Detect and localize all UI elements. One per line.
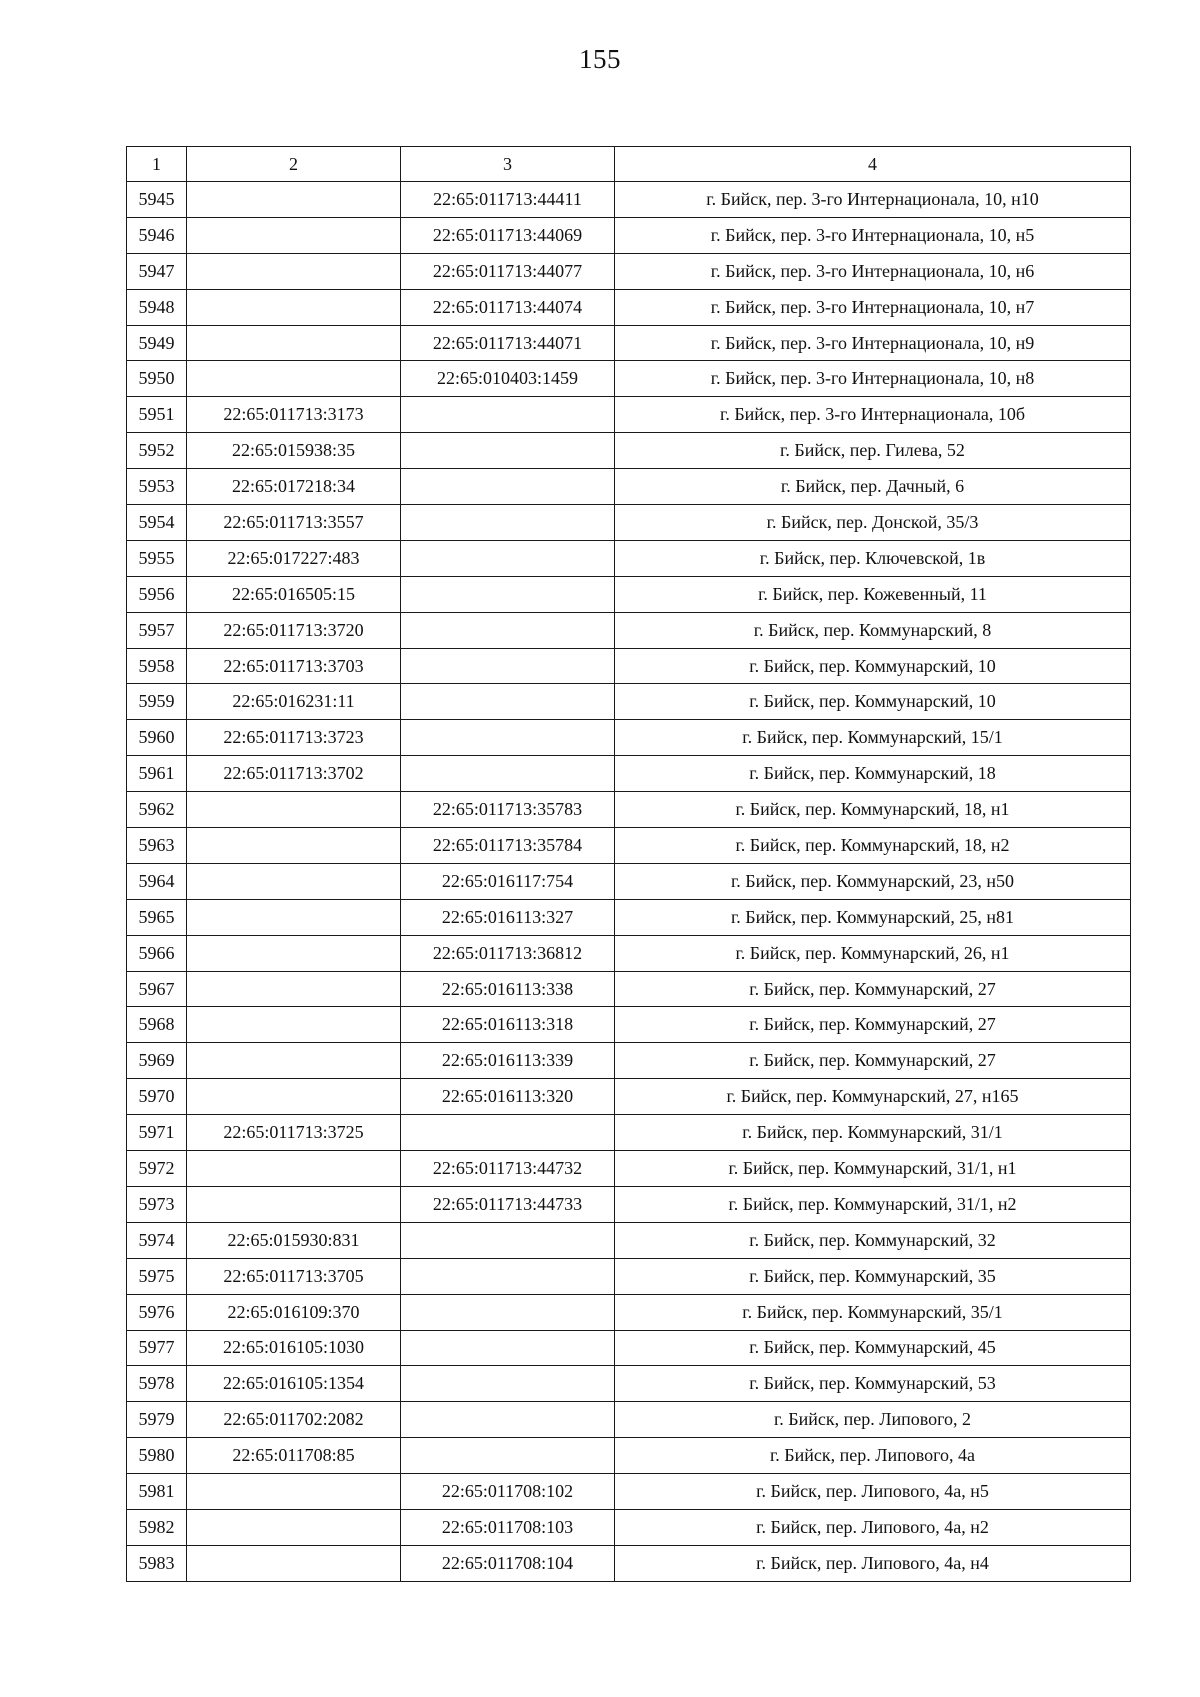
row-number-cell: 5952 [127, 433, 187, 469]
address-cell: г. Бийск, пер. 3-го Интернационала, 10, н6 [615, 253, 1131, 289]
object-cadastral-number-cell: 22:65:011713:44077 [401, 253, 615, 289]
registry-table [126, 146, 1131, 1582]
address-cell: г. Бийск, пер. Коммунарский, 27 [615, 1043, 1131, 1079]
row-number-cell: 5946 [127, 217, 187, 253]
land-cadastral-number-cell: 22:65:011702:2082 [187, 1402, 401, 1438]
address-cell: г. Бийск, пер. 3-го Интернационала, 10, н7 [615, 289, 1131, 325]
row-number-cell: 5972 [127, 1151, 187, 1187]
table-row [127, 505, 1131, 541]
object-cadastral-number-cell [401, 648, 615, 684]
column-header-1: 1 [127, 147, 187, 182]
land-cadastral-number-cell [187, 1545, 401, 1581]
object-cadastral-number-cell [401, 756, 615, 792]
land-cadastral-number-cell [187, 289, 401, 325]
table-row [127, 1545, 1131, 1581]
table-row [127, 1043, 1131, 1079]
page-number: 155 [579, 44, 621, 74]
land-cadastral-number-cell [187, 899, 401, 935]
object-cadastral-number-cell [401, 576, 615, 612]
row-number-cell: 5951 [127, 397, 187, 433]
table-row [127, 325, 1131, 361]
address-cell: г. Бийск, пер. Коммунарский, 31/1, н1 [615, 1151, 1131, 1187]
address-cell: г. Бийск, пер. Кожевенный, 11 [615, 576, 1131, 612]
row-number-cell: 5978 [127, 1366, 187, 1402]
address-cell: г. Бийск, пер. Коммунарский, 27 [615, 971, 1131, 1007]
object-cadastral-number-cell: 22:65:016117:754 [401, 863, 615, 899]
object-cadastral-number-cell [401, 540, 615, 576]
object-cadastral-number-cell: 22:65:011713:44732 [401, 1151, 615, 1187]
table-row [127, 397, 1131, 433]
address-cell: г. Бийск, пер. Коммунарский, 26, н1 [615, 935, 1131, 971]
object-cadastral-number-cell [401, 1222, 615, 1258]
land-cadastral-number-cell: 22:65:011713:3702 [187, 756, 401, 792]
object-cadastral-number-cell [401, 1258, 615, 1294]
land-cadastral-number-cell [187, 253, 401, 289]
row-number-cell: 5949 [127, 325, 187, 361]
land-cadastral-number-cell: 22:65:011713:3720 [187, 612, 401, 648]
address-cell: г. Бийск, пер. Липового, 4а, н5 [615, 1474, 1131, 1510]
table-row [127, 1330, 1131, 1366]
address-cell: г. Бийск, пер. Коммунарский, 18, н2 [615, 828, 1131, 864]
row-number-cell: 5950 [127, 361, 187, 397]
object-cadastral-number-cell: 22:65:011708:103 [401, 1509, 615, 1545]
address-cell: г. Бийск, пер. Коммунарский, 23, н50 [615, 863, 1131, 899]
row-number-cell: 5967 [127, 971, 187, 1007]
object-cadastral-number-cell [401, 1438, 615, 1474]
table-row [127, 253, 1131, 289]
land-cadastral-number-cell [187, 182, 401, 218]
land-cadastral-number-cell: 22:65:011713:3557 [187, 505, 401, 541]
address-cell: г. Бийск, пер. Коммунарский, 45 [615, 1330, 1131, 1366]
land-cadastral-number-cell: 22:65:016505:15 [187, 576, 401, 612]
column-header-3: 3 [401, 147, 615, 182]
row-number-cell: 5971 [127, 1115, 187, 1151]
address-cell: г. Бийск, пер. Коммунарский, 10 [615, 684, 1131, 720]
address-cell: г. Бийск, пер. Коммунарский, 18, н1 [615, 792, 1131, 828]
land-cadastral-number-cell [187, 971, 401, 1007]
object-cadastral-number-cell [401, 1115, 615, 1151]
object-cadastral-number-cell: 22:65:011708:104 [401, 1545, 615, 1581]
object-cadastral-number-cell: 22:65:016113:327 [401, 899, 615, 935]
row-number-cell: 5959 [127, 684, 187, 720]
address-cell: г. Бийск, пер. Дачный, 6 [615, 469, 1131, 505]
object-cadastral-number-cell [401, 505, 615, 541]
land-cadastral-number-cell: 22:65:011713:3703 [187, 648, 401, 684]
table-row [127, 684, 1131, 720]
column-header-2: 2 [187, 147, 401, 182]
address-cell: г. Бийск, пер. Коммунарский, 10 [615, 648, 1131, 684]
address-cell: г. Бийск, пер. Коммунарский, 27, н165 [615, 1079, 1131, 1115]
object-cadastral-number-cell: 22:65:011713:44411 [401, 182, 615, 218]
land-cadastral-number-cell [187, 1186, 401, 1222]
table-row [127, 1079, 1131, 1115]
object-cadastral-number-cell [401, 1330, 615, 1366]
land-cadastral-number-cell [187, 935, 401, 971]
row-number-cell: 5957 [127, 612, 187, 648]
address-cell: г. Бийск, пер. Коммунарский, 31/1, н2 [615, 1186, 1131, 1222]
object-cadastral-number-cell [401, 433, 615, 469]
land-cadastral-number-cell: 22:65:016105:1030 [187, 1330, 401, 1366]
object-cadastral-number-cell: 22:65:016113:339 [401, 1043, 615, 1079]
land-cadastral-number-cell: 22:65:011713:3725 [187, 1115, 401, 1151]
row-number-cell: 5953 [127, 469, 187, 505]
object-cadastral-number-cell: 22:65:011713:35783 [401, 792, 615, 828]
table-row [127, 1258, 1131, 1294]
table-row [127, 828, 1131, 864]
row-number-cell: 5970 [127, 1079, 187, 1115]
table-row [127, 612, 1131, 648]
object-cadastral-number-cell [401, 1294, 615, 1330]
row-number-cell: 5956 [127, 576, 187, 612]
land-cadastral-number-cell [187, 325, 401, 361]
object-cadastral-number-cell [401, 612, 615, 648]
address-cell: г. Бийск, пер. Коммунарский, 18 [615, 756, 1131, 792]
row-number-cell: 5979 [127, 1402, 187, 1438]
table-row [127, 1438, 1131, 1474]
land-cadastral-number-cell [187, 792, 401, 828]
address-cell: г. Бийск, пер. Липового, 2 [615, 1402, 1131, 1438]
table-row [127, 899, 1131, 935]
address-cell: г. Бийск, пер. Липового, 4а, н2 [615, 1509, 1131, 1545]
object-cadastral-number-cell: 22:65:016113:320 [401, 1079, 615, 1115]
table-row [127, 1366, 1131, 1402]
row-number-cell: 5948 [127, 289, 187, 325]
table-row [127, 1222, 1131, 1258]
object-cadastral-number-cell [401, 397, 615, 433]
table-row [127, 540, 1131, 576]
land-cadastral-number-cell [187, 1151, 401, 1187]
address-cell: г. Бийск, пер. Липового, 4а, н4 [615, 1545, 1131, 1581]
land-cadastral-number-cell [187, 1509, 401, 1545]
address-cell: г. Бийск, пер. Коммунарский, 31/1 [615, 1115, 1131, 1151]
row-number-cell: 5954 [127, 505, 187, 541]
address-cell: г. Бийск, пер. 3-го Интернационала, 10, н10 [615, 182, 1131, 218]
object-cadastral-number-cell: 22:65:010403:1459 [401, 361, 615, 397]
address-cell: г. Бийск, пер. 3-го Интернационала, 10б [615, 397, 1131, 433]
row-number-cell: 5945 [127, 182, 187, 218]
land-cadastral-number-cell: 22:65:011708:85 [187, 1438, 401, 1474]
address-cell: г. Бийск, пер. Коммунарский, 35 [615, 1258, 1131, 1294]
object-cadastral-number-cell: 22:65:011713:44733 [401, 1186, 615, 1222]
row-number-cell: 5966 [127, 935, 187, 971]
table-row [127, 935, 1131, 971]
object-cadastral-number-cell: 22:65:011713:44074 [401, 289, 615, 325]
row-number-cell: 5958 [127, 648, 187, 684]
table-row [127, 792, 1131, 828]
address-cell: г. Бийск, пер. Ключевской, 1в [615, 540, 1131, 576]
column-header-4: 4 [615, 147, 1131, 182]
land-cadastral-number-cell: 22:65:015938:35 [187, 433, 401, 469]
address-cell: г. Бийск, пер. 3-го Интернационала, 10, н5 [615, 217, 1131, 253]
row-number-cell: 5980 [127, 1438, 187, 1474]
object-cadastral-number-cell: 22:65:011713:36812 [401, 935, 615, 971]
object-cadastral-number-cell: 22:65:011713:44069 [401, 217, 615, 253]
row-number-cell: 5976 [127, 1294, 187, 1330]
address-cell: г. Бийск, пер. Коммунарский, 25, н81 [615, 899, 1131, 935]
table-row [127, 469, 1131, 505]
object-cadastral-number-cell: 22:65:011713:44071 [401, 325, 615, 361]
row-number-cell: 5968 [127, 1007, 187, 1043]
land-cadastral-number-cell [187, 1079, 401, 1115]
land-cadastral-number-cell: 22:65:015930:831 [187, 1222, 401, 1258]
land-cadastral-number-cell: 22:65:011713:3705 [187, 1258, 401, 1294]
object-cadastral-number-cell [401, 469, 615, 505]
address-cell: г. Бийск, пер. Коммунарский, 8 [615, 612, 1131, 648]
row-number-cell: 5955 [127, 540, 187, 576]
table-row [127, 1186, 1131, 1222]
land-cadastral-number-cell [187, 217, 401, 253]
row-number-cell: 5965 [127, 899, 187, 935]
row-number-cell: 5963 [127, 828, 187, 864]
table-row [127, 720, 1131, 756]
land-cadastral-number-cell: 22:65:016231:11 [187, 684, 401, 720]
table-row [127, 1294, 1131, 1330]
row-number-cell: 5982 [127, 1509, 187, 1545]
object-cadastral-number-cell [401, 1366, 615, 1402]
row-number-cell: 5974 [127, 1222, 187, 1258]
land-cadastral-number-cell [187, 1043, 401, 1079]
row-number-cell: 5969 [127, 1043, 187, 1079]
table-row [127, 971, 1131, 1007]
row-number-cell: 5983 [127, 1545, 187, 1581]
table-row [127, 1474, 1131, 1510]
object-cadastral-number-cell: 22:65:011708:102 [401, 1474, 615, 1510]
object-cadastral-number-cell: 22:65:016113:318 [401, 1007, 615, 1043]
address-cell: г. Бийск, пер. Липового, 4а [615, 1438, 1131, 1474]
land-cadastral-number-cell: 22:65:016105:1354 [187, 1366, 401, 1402]
land-cadastral-number-cell [187, 1474, 401, 1510]
row-number-cell: 5947 [127, 253, 187, 289]
address-cell: г. Бийск, пер. Коммунарский, 35/1 [615, 1294, 1131, 1330]
address-cell: г. Бийск, пер. Коммунарский, 27 [615, 1007, 1131, 1043]
object-cadastral-number-cell: 22:65:016113:338 [401, 971, 615, 1007]
object-cadastral-number-cell: 22:65:011713:35784 [401, 828, 615, 864]
table-row [127, 433, 1131, 469]
land-cadastral-number-cell: 22:65:016109:370 [187, 1294, 401, 1330]
land-cadastral-number-cell [187, 828, 401, 864]
object-cadastral-number-cell [401, 1402, 615, 1438]
land-cadastral-number-cell: 22:65:011713:3723 [187, 720, 401, 756]
address-cell: г. Бийск, пер. Коммунарский, 15/1 [615, 720, 1131, 756]
address-cell: г. Бийск, пер. Донской, 35/3 [615, 505, 1131, 541]
address-cell: г. Бийск, пер. 3-го Интернационала, 10, н9 [615, 325, 1131, 361]
address-cell: г. Бийск, пер. 3-го Интернационала, 10, н8 [615, 361, 1131, 397]
land-cadastral-number-cell [187, 863, 401, 899]
object-cadastral-number-cell [401, 684, 615, 720]
table-row [127, 1402, 1131, 1438]
row-number-cell: 5960 [127, 720, 187, 756]
table-row [127, 182, 1131, 218]
object-cadastral-number-cell [401, 720, 615, 756]
table-row [127, 1509, 1131, 1545]
table-row [127, 1007, 1131, 1043]
land-cadastral-number-cell: 22:65:011713:3173 [187, 397, 401, 433]
row-number-cell: 5962 [127, 792, 187, 828]
row-number-cell: 5973 [127, 1186, 187, 1222]
address-cell: г. Бийск, пер. Коммунарский, 53 [615, 1366, 1131, 1402]
row-number-cell: 5961 [127, 756, 187, 792]
table-row [127, 863, 1131, 899]
table-row [127, 756, 1131, 792]
row-number-cell: 5975 [127, 1258, 187, 1294]
address-cell: г. Бийск, пер. Гилева, 52 [615, 433, 1131, 469]
row-number-cell: 5977 [127, 1330, 187, 1366]
land-cadastral-number-cell: 22:65:017227:483 [187, 540, 401, 576]
table-row [127, 576, 1131, 612]
row-number-cell: 5981 [127, 1474, 187, 1510]
table-row [127, 289, 1131, 325]
land-cadastral-number-cell: 22:65:017218:34 [187, 469, 401, 505]
table-row [127, 1151, 1131, 1187]
table-row [127, 648, 1131, 684]
address-cell: г. Бийск, пер. Коммунарский, 32 [615, 1222, 1131, 1258]
table-row [127, 361, 1131, 397]
land-cadastral-number-cell [187, 1007, 401, 1043]
header-row [127, 147, 1131, 182]
row-number-cell: 5964 [127, 863, 187, 899]
land-cadastral-number-cell [187, 361, 401, 397]
table-row [127, 217, 1131, 253]
table-row [127, 1115, 1131, 1151]
